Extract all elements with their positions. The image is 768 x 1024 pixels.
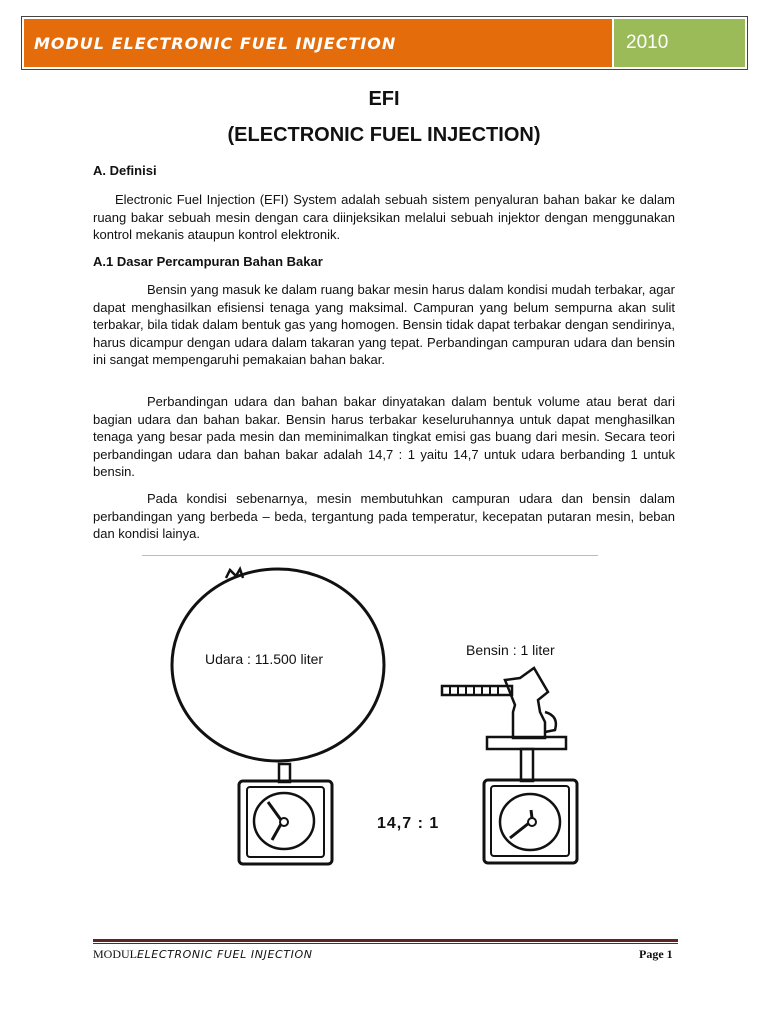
- right-scale-stem: [521, 749, 533, 781]
- fuel-volume-label: Bensin : 1 liter: [466, 642, 555, 658]
- fuel-can: [505, 668, 548, 738]
- footer-module-name: ELECTRONIC FUEL INJECTION: [137, 948, 313, 961]
- footer-module-title: [93, 947, 313, 962]
- paragraph-definisi: Electronic Fuel Injection (EFI) System adalah sebuah sistem penyaluran bahan bakar ke dalam ruang bakar sebuah mesin dengan cara diinjeksikan melalui sebuah injektor dengan menggunakan kontrol mekanis ataupun kontrol elektronik.: [93, 192, 675, 242]
- left-scale-body: [239, 781, 332, 864]
- page-number: Page 1: [639, 947, 673, 961]
- footer-rule: [93, 939, 678, 942]
- left-scale-dial: [254, 793, 314, 849]
- header-year: 2010: [614, 19, 745, 67]
- left-scale-stem: [279, 764, 290, 782]
- right-scale-body: [484, 780, 577, 863]
- balloon-knot: [226, 569, 243, 578]
- footer-module-prefix: MODUL: [93, 947, 137, 961]
- section-heading-definisi: A. Definisi: [93, 163, 157, 178]
- section-heading-dasar-percampuran: A.1 Dasar Percampuran Bahan Bakar: [93, 254, 323, 269]
- paragraph-2: Perbandingan udara dan bahan bakar dinyatakan dalam bentuk volume atau berat dari bagian udara dan bahan bakar. Bensin harus terbakar keseluruhannya untuk dapat menghasilkan tenaga yang besar pada mesin dan meminimalkan tingkat emisi gas buang dari mesin. Secara teori perbandingan udara dan bahan bakar adalah 14,7 : 1 yaitu 14,7 untuk udara berbanding 1 untuk bensin.: [93, 394, 675, 479]
- air-volume-label: Udara : 11.500 liter: [205, 651, 324, 667]
- page-subtitle: (ELECTRONIC FUEL INJECTION): [227, 124, 541, 146]
- header-title: MODUL ELECTRONIC FUEL INJECTION: [24, 19, 612, 67]
- footer-rule-thin: [93, 943, 678, 944]
- header-banner: [21, 16, 748, 70]
- page-title: EFI: [368, 88, 400, 110]
- right-scale-dial: [500, 794, 560, 850]
- air-fuel-ratio-label: 14,7 : 1: [377, 815, 440, 832]
- figure-divider: [142, 555, 598, 556]
- paragraph-3: Pada kondisi sebenarnya, mesin membutuhkan campuran udara dan bensin dalam perbandingan yang berbeda – beda, tergantung pada temperatur, kecepatan putaran mesin, beban dan kondisi lainya.: [93, 491, 675, 541]
- right-scale-platform: [487, 737, 566, 749]
- paragraph-1: Bensin yang masuk ke dalam ruang bakar mesin harus dalam kondisi mudah terbakar, agar dapat menghasilkan efisiensi tenaga yang maksimal. Campuran yang belum sempurna akan sulit terbakar, bila tidak dalam bentuk gas yang homogen. Bensin tidak dapat terbakar dengan sendirinya, harus dicampur dengan udara dalam takaran yang tepat. Perbandingan campuran udara dan bensin ini sangat mempengaruhi pemakaian bahan bakar.: [93, 282, 675, 367]
- fuel-pipe: [442, 686, 512, 695]
